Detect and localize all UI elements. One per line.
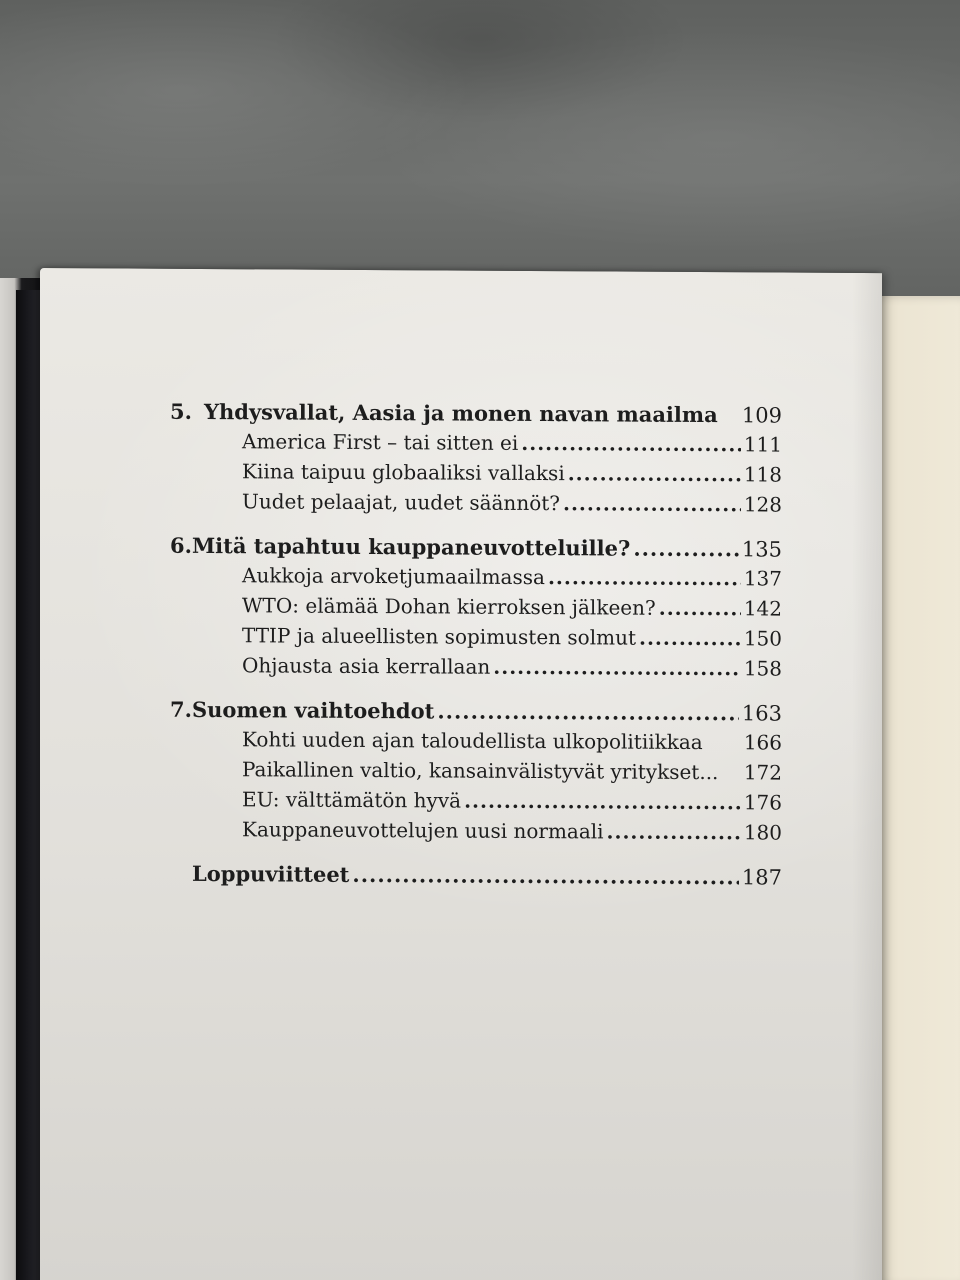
facing-page [872, 296, 960, 1280]
section-title: TTIP ja alueellisten sopimusten solmut [242, 623, 636, 650]
section-entry [170, 563, 782, 597]
section-entry [170, 727, 782, 761]
page-number: 111 [743, 432, 782, 457]
chapter-title: Yhdysvallat, Aasia ja monen navan maailma [204, 399, 718, 428]
leader-dots [493, 655, 741, 681]
page-number: 158 [743, 656, 782, 681]
section-title: Paikallinen valtio, kansainvälistyvät yritykset... [242, 757, 719, 785]
leader-dots [548, 565, 741, 590]
section-title: Kauppaneuvottelujen uusi normaali [242, 817, 604, 844]
section-entry [170, 757, 782, 791]
leader-dots [352, 862, 739, 889]
leader-dots [437, 698, 739, 725]
chapter-heading [170, 697, 782, 731]
page-number: 166 [743, 730, 782, 755]
page-number: 128 [743, 492, 782, 517]
section-entry [170, 623, 782, 657]
section-entry [170, 787, 782, 821]
page-number: 150 [743, 626, 782, 651]
chapter-6 [170, 533, 782, 687]
chapter-number: 5. [170, 398, 192, 424]
page-number: 142 [743, 596, 782, 621]
chapter-title: Suomen vaihtoehdot [191, 696, 435, 724]
section-entry [170, 429, 782, 463]
section-entry [170, 489, 782, 523]
section-title: Aukkoja arvoketjumaailmassa [242, 563, 545, 590]
section-title: EU: välttämätön hyvä [242, 787, 462, 813]
chapter-5 [170, 399, 782, 523]
section-entry [170, 653, 782, 687]
leader-dots [563, 491, 741, 516]
section-title: Kiina taipuu globaaliksi vallaksi [242, 459, 565, 486]
chapter-heading [170, 533, 782, 567]
chapter-heading [170, 399, 782, 433]
chapter-title: Mitä tapahtuu kauppaneuvotteluille? [191, 532, 631, 561]
leader-dots [464, 789, 741, 815]
leader-dots [607, 819, 741, 844]
chapter-number: 6. [170, 532, 192, 558]
page-number: 187 [741, 865, 782, 890]
page-number: 109 [741, 403, 782, 428]
page-number: 137 [743, 566, 782, 591]
page-gutter-shadow [852, 273, 882, 1280]
leader-dots [639, 626, 741, 651]
section-entry [170, 593, 782, 627]
backmatter-entry [170, 861, 782, 895]
page-number: 118 [743, 462, 782, 487]
table-of-contents [170, 399, 782, 895]
leader-dots [659, 596, 741, 621]
leader-dots [521, 431, 741, 456]
section-title: Ohjausta asia kerrallaan [242, 653, 491, 679]
section-entry [170, 817, 782, 851]
page-number: 180 [743, 820, 782, 845]
book-binding [16, 290, 42, 1280]
section-title: Kohti uuden ajan taloudellista ulkopolitiikkaa [242, 727, 703, 755]
book-page [40, 268, 882, 1280]
page-number: 163 [741, 701, 782, 726]
leader-dots [633, 536, 739, 562]
chapter-7 [170, 697, 782, 851]
leader-dots [568, 461, 741, 486]
section-entry [170, 459, 782, 493]
section-title: Uudet pelaajat, uudet säännöt? [242, 489, 560, 516]
page-number: 135 [741, 537, 782, 562]
background-fabric [0, 0, 960, 300]
backmatter-title: Loppuviitteet [192, 860, 350, 887]
page-number: 172 [743, 760, 782, 785]
section-title: WTO: elämää Dohan kierroksen jälkeen? [242, 593, 656, 620]
page-number: 176 [743, 790, 782, 815]
chapter-number: 7. [170, 696, 192, 722]
section-title: America First – tai sitten ei [242, 429, 519, 455]
